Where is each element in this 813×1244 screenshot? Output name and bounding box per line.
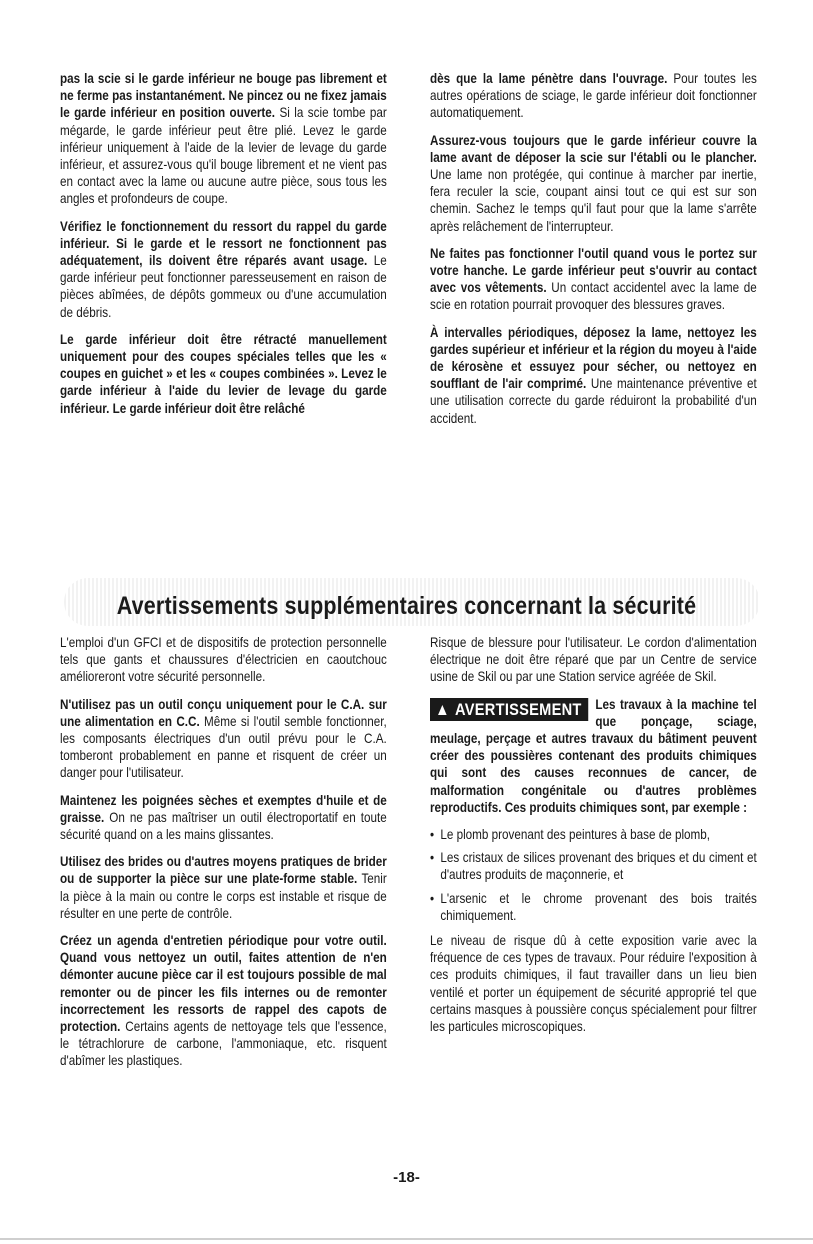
bold-text: Utilisez des brides ou d'autres moyens pratiques de brider ou de supporter la pièce sur une plate-forme stable. xyxy=(60,854,387,887)
bullet-icon: • xyxy=(430,890,435,906)
bold-text: Vérifiez le fonctionnement du ressort du rappel du garde inférieur. Si le garde et le ressort ne fonctionnent pas adéquatement, ils doivent être réparés avant usage. xyxy=(60,218,387,269)
body-text: Une lame non protégée, qui continue à marcher par inertie, fera reculer la scie, coupant ainsi tout ce qui est sur son chemin. Sachez le temps qu'il faut pour que la lame s'arrête après relâchement de l'interrupteur. xyxy=(430,167,757,234)
section-title: Avertissements supplémentaires concernant la sécurité xyxy=(116,592,697,620)
column-bottom-left xyxy=(60,634,387,1080)
bold-text: N'utilisez pas un outil conçu uniquement pour le C.A. sur une alimentation en C.C. xyxy=(60,696,387,729)
paragraph xyxy=(430,245,757,314)
body-text: On ne pas maîtriser un outil électroportatif en toute sécurité quand on a les mains glissantes. xyxy=(60,809,387,843)
warning-badge xyxy=(430,698,588,721)
body-text: Une maintenance préventive et une utilisation correcte du garde réduiront la probabilité d'un accident. xyxy=(430,376,757,426)
column-bottom-right xyxy=(430,634,757,1045)
bold-text: Maintenez les poignées sèches et exemptes d'huile et de graisse. xyxy=(60,792,387,825)
column-top-right xyxy=(430,70,757,437)
bold-text: À intervalles périodiques, déposez la lame, nettoyez les gardes supérieur et inférieur et la région du moyeu à l'aide de kérosène et essuyez pour sécher, ou nettoyez en soufflant de l'air comprimé. xyxy=(430,324,757,392)
body-text: Un contact accidentel avec la lame de scie en rotation pourrait provoquer des blessures graves. xyxy=(430,280,757,313)
warning-triangle-icon: ▲ xyxy=(435,699,450,719)
bold-text: Les travaux à la machine tel que ponçage, sciage, meulage, perçage et autres travaux du bâtiment peuvent créer des poussières contenant des produits chimiques qui sont des causes reconnues de cancer, de malformation congénitale ou d'autres problèmes reproductifs. Ces produits chimiques sont, par exemple : xyxy=(430,696,757,815)
paragraph xyxy=(430,70,757,122)
bold-text: Créez un agenda d'entretien périodique pour votre outil. Quand vous nettoyez un outil, faites attention de n'en démonter aucune pièce car il est toujours possible de mal remonter ou de pincer les fils internes ou de remonter incorrectement les ressorts de rappel des capots de protection. xyxy=(60,933,387,1035)
page-number: -18- xyxy=(393,1169,420,1186)
paragraph xyxy=(60,331,387,417)
bold-text: Ne faites pas fonctionner l'outil quand vous le portez sur votre hanche. Le garde inférieur peut s'ouvrir au contact avec vos vêtements. xyxy=(430,245,757,296)
list-item-text: Les cristaux de silices provenant des briques et du ciment et d'autres produits de maçonnerie, et xyxy=(440,850,757,883)
paragraph xyxy=(60,218,387,321)
body-text: Risque de blessure pour l'utilisateur. Le cordon d'alimentation électrique ne doit être réparé que par un Centre de service usine de Skil ou par une Station service agréée de Skil. xyxy=(430,635,757,685)
list-item-text: Le plomb provenant des peintures à base de plomb, xyxy=(440,827,711,843)
paragraph xyxy=(430,634,757,686)
paragraph xyxy=(60,792,387,844)
body-text: Le niveau de risque dû à cette exposition varie avec la fréquence de ces types de travaux. Pour réduire l'exposition à ces produits chimiques, il faut travailler dans un lieu bien ventilé et porter un équipement de sécurité approprié tel que certains masques à poussière conçus spécialement pour filtrer les particules microscopiques. xyxy=(430,933,757,1035)
paragraph xyxy=(60,696,387,782)
body-text: Tenir la pièce à la main ou contre le corps est instable et risque de résulter en une perte de contrôle. xyxy=(60,871,387,921)
body-text: Certains agents de nettoyage tels que l'essence, le tétrachlorure de carbone, l'ammoniaque, etc. risquent d'abîmer les plastiques. xyxy=(60,1019,387,1069)
paragraph xyxy=(430,132,757,235)
list-item-text: L'arsenic et le chrome provenant des bois traités chimiquement. xyxy=(440,890,757,923)
paragraph xyxy=(60,70,387,208)
body-text: Même si l'outil semble fonctionner, les composants électriques d'un outil prévu pour le C.A. tomberont probablement en panne et risquent de créer un danger pour l'utilisateur. xyxy=(60,713,387,781)
bullet-icon: • xyxy=(430,827,435,843)
bold-text: dès que la lame pénètre dans l'ouvrage. xyxy=(430,71,668,86)
body-text: Pour toutes les autres opérations de sciage, le garde inférieur doit fonctionner automatiquement. xyxy=(430,71,757,121)
bold-text: pas la scie si le garde inférieur ne bouge pas librement et ne ferme pas instantanément. Ne pincez ou ne fixez jamais le garde inférieur en position ouverte. xyxy=(60,71,387,121)
bold-text: Le garde inférieur doit être rétracté manuellement uniquement pour des coupes spéciales telles que les « coupes en guichet » et les « coupes combinées ». Levez le garde inférieur à l'aide du levier de levage du garde inférieur. Le garde inférieur doit être relâché xyxy=(60,331,387,416)
paragraph xyxy=(60,853,387,922)
warning-label: AVERTISSEMENT xyxy=(455,699,582,719)
bullet-icon: • xyxy=(430,850,435,866)
bold-text: Assurez-vous toujours que le garde inférieur couvre la lame avant de déposer la scie sur l'établi ou le plancher. xyxy=(430,132,757,165)
warning-paragraph xyxy=(430,696,757,816)
body-text: L'emploi d'un GFCI et de dispositifs de protection personnelle tels que gants et chaussures d'électricien en caoutchouc amélioreront votre sécurité personnelle. xyxy=(60,635,387,685)
paragraph xyxy=(60,634,387,686)
list-item xyxy=(430,849,757,883)
paragraph xyxy=(60,932,387,1070)
paragraph xyxy=(430,932,757,1035)
body-text: Le garde inférieur peut fonctionner paresseusement en raison de pièces abîmées, de dépôts gommeux ou d'une accumulation de débris. xyxy=(60,253,387,320)
body-text: Si la scie tombe par mégarde, le garde inférieur peut être plié. Levez le garde inférieur uniquement à l'aide de la levier de levage du garde inférieur, et assurez-vous qu'il bouge librement et ne vient pas en contact avec la lame ou aucune autre pièce, sous tous les angles et profondeurs de coupe. xyxy=(60,105,387,207)
list-item xyxy=(430,826,757,843)
paragraph xyxy=(430,324,757,427)
column-top-left xyxy=(60,70,387,427)
list-item xyxy=(430,890,757,924)
page-edge-divider xyxy=(0,1238,813,1240)
